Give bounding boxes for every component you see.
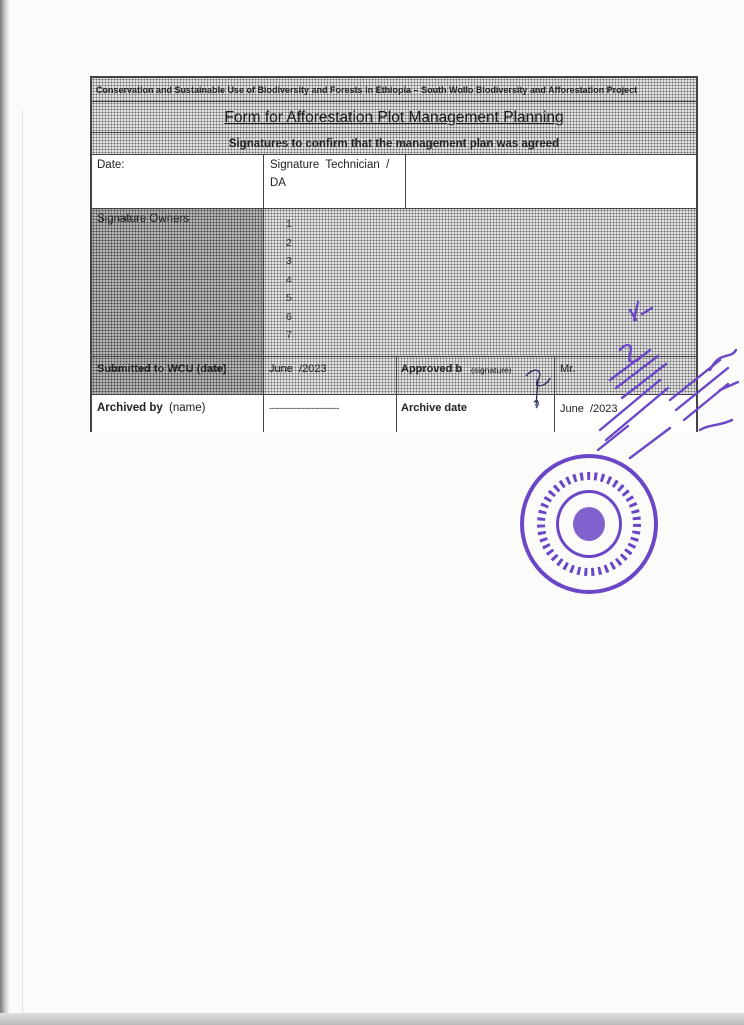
archived-value: ---------------------------- [269, 403, 339, 413]
stamp-emblem-icon [573, 507, 605, 541]
page-bottom-edge [0, 1013, 744, 1025]
archived-label-cell [92, 395, 264, 432]
project-title: Conservation and Sustainable Use of Biodiversity and Forests in Ethiopia – South Wollo Biodiversity and Afforestation Project [96, 85, 638, 95]
approval-signature-mark [516, 362, 556, 410]
page-inner-edge [22, 110, 23, 1015]
archive-date-label: Archive date [401, 402, 468, 414]
section-heading: Signatures to confirm that the management plan was agreed [228, 138, 560, 150]
owner-number: 3 [286, 255, 292, 267]
date-cell[interactable] [92, 155, 264, 208]
technician-signature-cell[interactable] [406, 155, 696, 208]
page-left-shadow [0, 0, 9, 1025]
archived-label: Archived by [97, 402, 163, 414]
owner-number: 1 [286, 218, 292, 230]
approved-label-note: (signature) [471, 365, 512, 375]
submitted-value: June /2023 [269, 363, 327, 375]
approved-label: Approved b [401, 363, 463, 375]
date-label: Date: [97, 159, 125, 171]
official-stamp [520, 454, 658, 594]
form-title-row [92, 102, 696, 133]
owner-number-list [286, 215, 292, 345]
form-title: Form for Afforestation Plot Management Planning [224, 109, 564, 126]
submitted-label: Submitted to WCU (date) [97, 363, 227, 375]
owner-number: 2 [286, 236, 292, 249]
approved-value: Mr. [560, 363, 576, 375]
technician-label: Signature Technician / [270, 159, 390, 171]
owner-number: 5 [286, 292, 292, 304]
technician-label-line2: DA [270, 177, 286, 189]
project-title-row [92, 78, 696, 102]
archived-value-cell[interactable] [264, 395, 397, 432]
submitted-value-cell[interactable] [264, 357, 397, 394]
archive-date-value: June /2023 [560, 403, 618, 415]
archived-label-note: (name) [169, 402, 206, 414]
owner-number: 6 [286, 310, 292, 323]
section-heading-row [92, 133, 696, 155]
submitted-label-cell [92, 357, 264, 394]
owners-label: Signature Owners [97, 213, 190, 225]
stamp-inner-ring [556, 490, 622, 558]
technician-label-cell [264, 155, 406, 208]
owner-number: 7 [286, 329, 292, 341]
owner-number: 4 [286, 273, 292, 286]
owners-label-cell [92, 209, 264, 356]
purple-handwritten-annotation [580, 290, 744, 470]
date-row [92, 155, 696, 209]
